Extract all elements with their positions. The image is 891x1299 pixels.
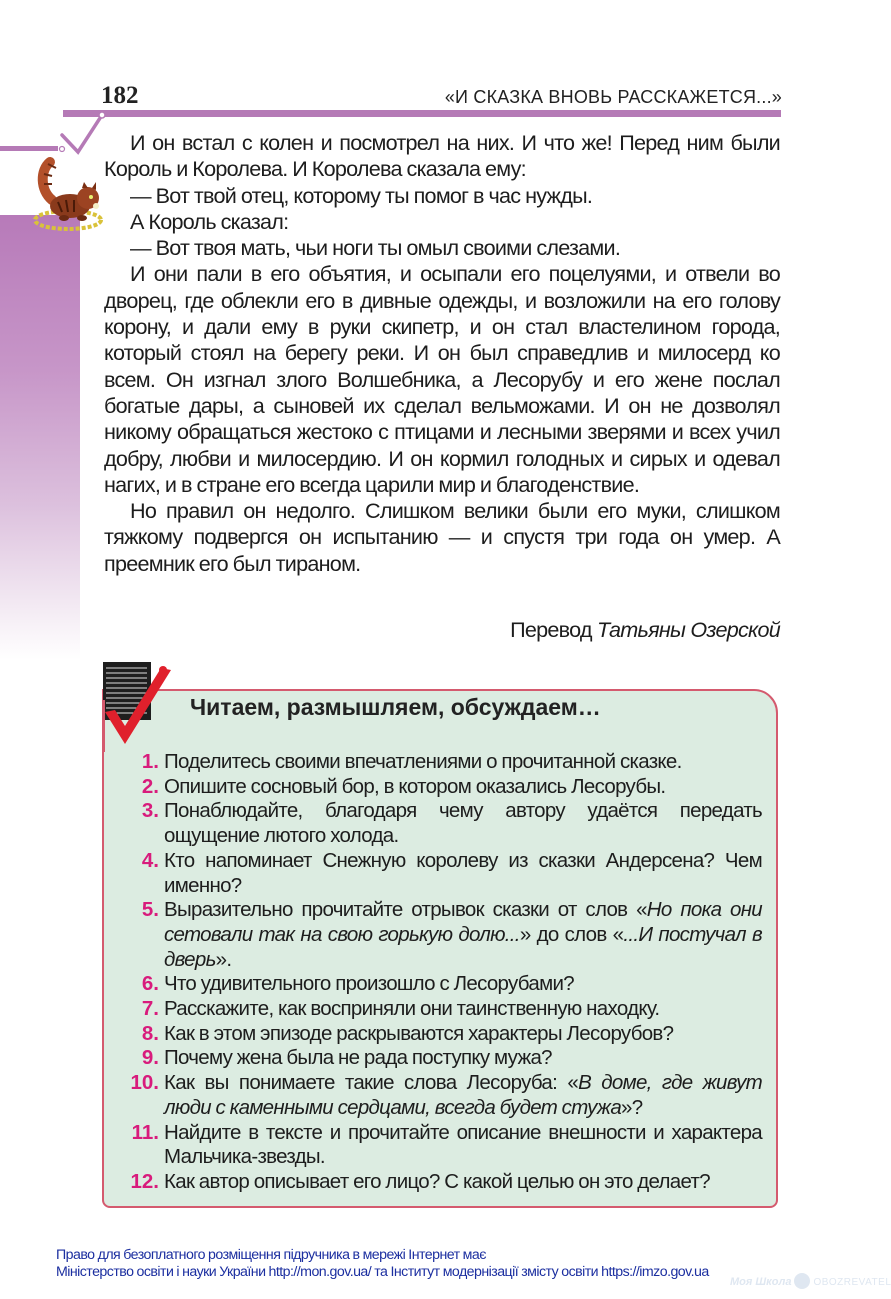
question-number: 9. bbox=[141, 1046, 159, 1070]
watermark-brand-a: Моя Школа bbox=[730, 1276, 792, 1288]
question-item bbox=[120, 1071, 762, 1120]
question-number: 4. bbox=[141, 848, 159, 872]
question-item bbox=[120, 775, 762, 800]
question-item bbox=[120, 997, 762, 1022]
question-text-part: Как вы понимаете такие слова Лесоруба: « bbox=[164, 1071, 579, 1095]
question-quote: Но пока они сетовали так на свою горькую долю... bbox=[164, 898, 762, 946]
question-text-part: » до слов « bbox=[519, 922, 624, 946]
page-number: 182 bbox=[101, 82, 139, 109]
question-item bbox=[120, 750, 762, 775]
question-quote: В доме, где живут люди с каменными сердцами, всегда будет стужа bbox=[164, 1071, 762, 1119]
question-text: Как автор описывает его лицо? С какой целью он это делает? bbox=[164, 1169, 710, 1193]
question-item bbox=[120, 799, 762, 848]
story-dialog-line: А Король сказал: bbox=[130, 208, 289, 234]
question-text-part: »? bbox=[621, 1095, 643, 1119]
question-text: Опишите сосновый бор, в котором оказались Лесорубы. bbox=[164, 774, 666, 798]
question-item bbox=[120, 972, 762, 997]
question-number: 7. bbox=[141, 997, 159, 1021]
question-text: Расскажите, как восприняли они таинственную находку. bbox=[164, 997, 660, 1021]
question-item bbox=[120, 1170, 762, 1195]
translator-name: Татьяны Озерской bbox=[597, 617, 780, 642]
question-number: 2. bbox=[141, 774, 159, 798]
left-decorative-sidebar bbox=[0, 215, 80, 660]
question-text-part: ». bbox=[215, 947, 232, 971]
question-number: 8. bbox=[141, 1021, 159, 1045]
fox-mascot-icon bbox=[30, 150, 110, 235]
question-number: 5. bbox=[141, 898, 159, 922]
header-rule bbox=[63, 110, 781, 117]
question-text: Как в этом эпизоде раскрываются характеры Лесорубов? bbox=[164, 1021, 674, 1045]
question-number: 6. bbox=[141, 972, 159, 996]
question-item bbox=[120, 1121, 762, 1170]
footer-line: Міністерство освіти і науки України http://mon.gov.ua/ та Інститут модернізації змісту освіти https://imzo.gov.ua bbox=[56, 1264, 709, 1280]
footer-line: Право для безоплатного розміщення підручника в мережі Інтернет має bbox=[56, 1247, 486, 1263]
question-number: 3. bbox=[141, 799, 159, 823]
story-paragraph: И они пали в его объятия, и осыпали его поцелуями, и отвели во дворец, где облекли его в дивные одежды, и возложили на его голову корону, и дали ему в руки скипетр, и он стал властелином города, который стоял на берегу реки. И он был справедлив и милосерд ко всем. Он изгнал злого Волшебника, а Лесорубу и его жене послал богатые дары, а сыновей их сделал вельможами. И он не дозволял никому обращаться жестоко с птицами и лесными зверями и всех учил добру, любви и милосердию. И он кормил голодных и сирых и одевал нагих, и в стране его всегда царили мир и благоденствие. bbox=[104, 261, 780, 497]
question-text: Поделитесь своими впечатлениями о прочитанной сказке. bbox=[164, 750, 682, 773]
story-paragraph: И он встал с колен и посмотрел на них. И что же! Перед ним были Король и Королева. И Королева сказала ему: bbox=[104, 130, 780, 182]
story-dialog-line: — Вот твой отец, которому ты помог в час нужды. bbox=[130, 182, 593, 208]
question-number: 11. bbox=[131, 1120, 159, 1144]
newspaper-checkmark-icon bbox=[101, 660, 176, 752]
translator-prefix: Перевод bbox=[510, 617, 592, 642]
running-title: «И СКАЗКА ВНОВЬ РАССКАЖЕТСЯ...» bbox=[444, 87, 782, 107]
question-text: Найдите в тексте и прочитайте описание внешности и характера Мальчика-звезды. bbox=[164, 1120, 762, 1169]
question-number: 10. bbox=[130, 1071, 159, 1095]
question-text: Почему жена была не рада поступку мужа? bbox=[164, 1046, 552, 1070]
question-text: Кто напоминает Снежную королеву из сказки Андерсена? Чем именно? bbox=[164, 848, 762, 897]
question-item bbox=[120, 849, 762, 898]
questions-list bbox=[120, 750, 762, 1195]
translator-credit bbox=[510, 617, 780, 643]
question-text bbox=[164, 898, 762, 972]
question-text bbox=[164, 1071, 762, 1120]
question-text: Понаблюдайте, благодаря чему автору удаётся передать ощущение лютого холода. bbox=[164, 799, 762, 848]
question-number: 12. bbox=[130, 1169, 159, 1193]
story-text bbox=[104, 130, 780, 577]
story-dialog-line: — Вот твоя мать, чьи ноги ты омыл своими слезами. bbox=[130, 235, 621, 261]
copyright-footer bbox=[56, 1247, 816, 1281]
question-quote: ...И постучал в дверь bbox=[164, 922, 762, 971]
question-number: 1. bbox=[141, 750, 159, 773]
question-text-part: Выразительно прочитайте отрывок сказки от слов « bbox=[164, 898, 647, 922]
question-item bbox=[120, 1022, 762, 1047]
story-paragraph: Но правил он недолго. Слишком велики были его муки, слишком тяжкому подвергся он испытанию — и спустя три года он умер. А преемник его был тираном. bbox=[104, 498, 780, 576]
questions-title: Читаем, размышляем, обсуждаем… bbox=[190, 694, 601, 720]
watermark-brand-b: OBOZREVATEL bbox=[813, 1277, 891, 1288]
question-item bbox=[120, 898, 762, 972]
question-item bbox=[120, 1046, 762, 1071]
question-text: Что удивительного произошло с Лесорубами? bbox=[164, 972, 574, 996]
